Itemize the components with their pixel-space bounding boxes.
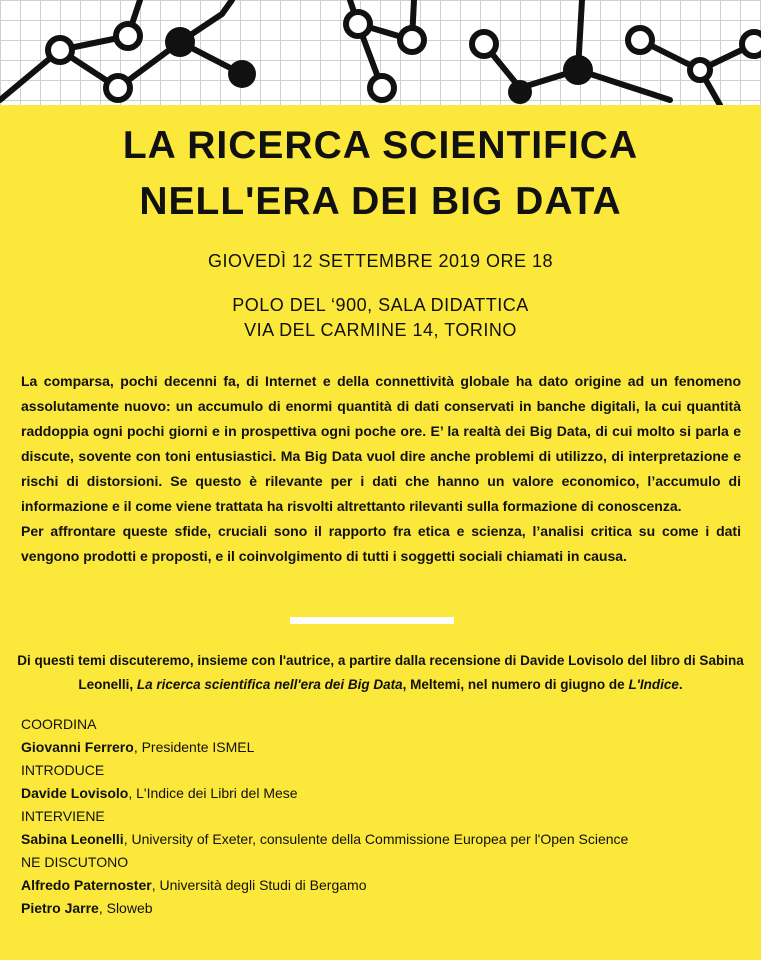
title-line-2: NELL'ERA DEI BIG DATA xyxy=(139,180,622,223)
title-line-1: LA RICERCA SCIENTIFICA xyxy=(122,124,639,167)
role-introduce: INTRODUCE xyxy=(21,762,105,778)
magazine-name: L'Indice xyxy=(628,677,679,692)
speaker-affiliation: , Presidente ISMEL xyxy=(133,739,255,755)
speakers-list xyxy=(21,713,741,920)
speaker-affiliation: , University of Exeter, consulente della Commissione Europea per l'Open Science xyxy=(123,831,629,847)
intro-before: Di questi temi discuteremo, insieme con l'autrice, a partire dalla recensione di Davide Lovisolo del libro di Sabina Leonelli, xyxy=(17,653,744,692)
speaker-entry xyxy=(21,736,741,759)
speaker-entry xyxy=(21,874,741,897)
speaker-entry xyxy=(21,897,741,920)
header-graphic xyxy=(0,0,761,105)
speaker-affiliation: , Sloweb xyxy=(98,900,153,916)
event-venue xyxy=(0,293,761,343)
role-coordina: COORDINA xyxy=(21,716,97,732)
venue-line-2: VIA DEL CARMINE 14, TORINO xyxy=(244,320,517,340)
speaker-entry xyxy=(21,828,741,851)
speaker-name: Sabina Leonelli xyxy=(21,831,124,847)
role-interviene: INTERVIENE xyxy=(21,808,105,824)
intro-end: . xyxy=(678,677,683,692)
divider xyxy=(290,617,454,624)
speaker-name: Pietro Jarre xyxy=(21,900,99,916)
intro-middle: , Meltemi, nel numero di giugno de xyxy=(402,677,629,692)
speaker-name: Giovanni Ferrero xyxy=(21,739,134,755)
event-title xyxy=(0,118,761,230)
description-paragraph-2: Per affrontare queste sfide, cruciali sono il rapporto fra etica e scienza, l’analisi critica su come i dati vengono prodotti e proposti, e il coinvolgimento di tutti i soggetti sociali chiamati in causa. xyxy=(21,523,741,564)
speaker-name: Davide Lovisolo xyxy=(21,785,129,801)
role-ne-discutono: NE DISCUTONO xyxy=(21,854,129,870)
book-title: La ricerca scientifica nell'era dei Big Data xyxy=(136,677,403,692)
speaker-affiliation: , L'Indice dei Libri del Mese xyxy=(128,785,298,801)
description-paragraph-1: La comparsa, pochi decenni fa, di Internet e della connettività globale ha dato origine ad un fenomeno assolutamente nuovo: un accumulo di enormi quantità di dati conservati in banche digitali, la cui quantità raddoppia ogni pochi giorni e in prospettiva ogni poche ore. E’ la realtà dei Big Data, di cui molto si parla e discute, sovente con toni entusiastici. Ma Big Data vuol dire anche problemi di utilizzo, di interpretazione e rischi di distorsioni. Se questo è rilevante per i dati che hanno un valore economico, l’accumulo di informazione e il come viene trattata ha risvolti altrettanto rilevanti sulla formazione di conoscenza. xyxy=(21,373,741,514)
molecule-network-graphic xyxy=(0,0,761,105)
description xyxy=(21,369,741,569)
venue-line-1: POLO DEL ‘900, SALA DIDATTICA xyxy=(232,295,529,315)
speaker-affiliation: , Università degli Studi di Bergamo xyxy=(151,877,367,893)
speaker-entry xyxy=(21,782,741,805)
intro-text xyxy=(10,649,751,697)
speaker-name: Alfredo Paternoster xyxy=(21,877,152,893)
event-date: GIOVEDÌ 12 SETTEMBRE 2019 ORE 18 xyxy=(207,251,554,271)
